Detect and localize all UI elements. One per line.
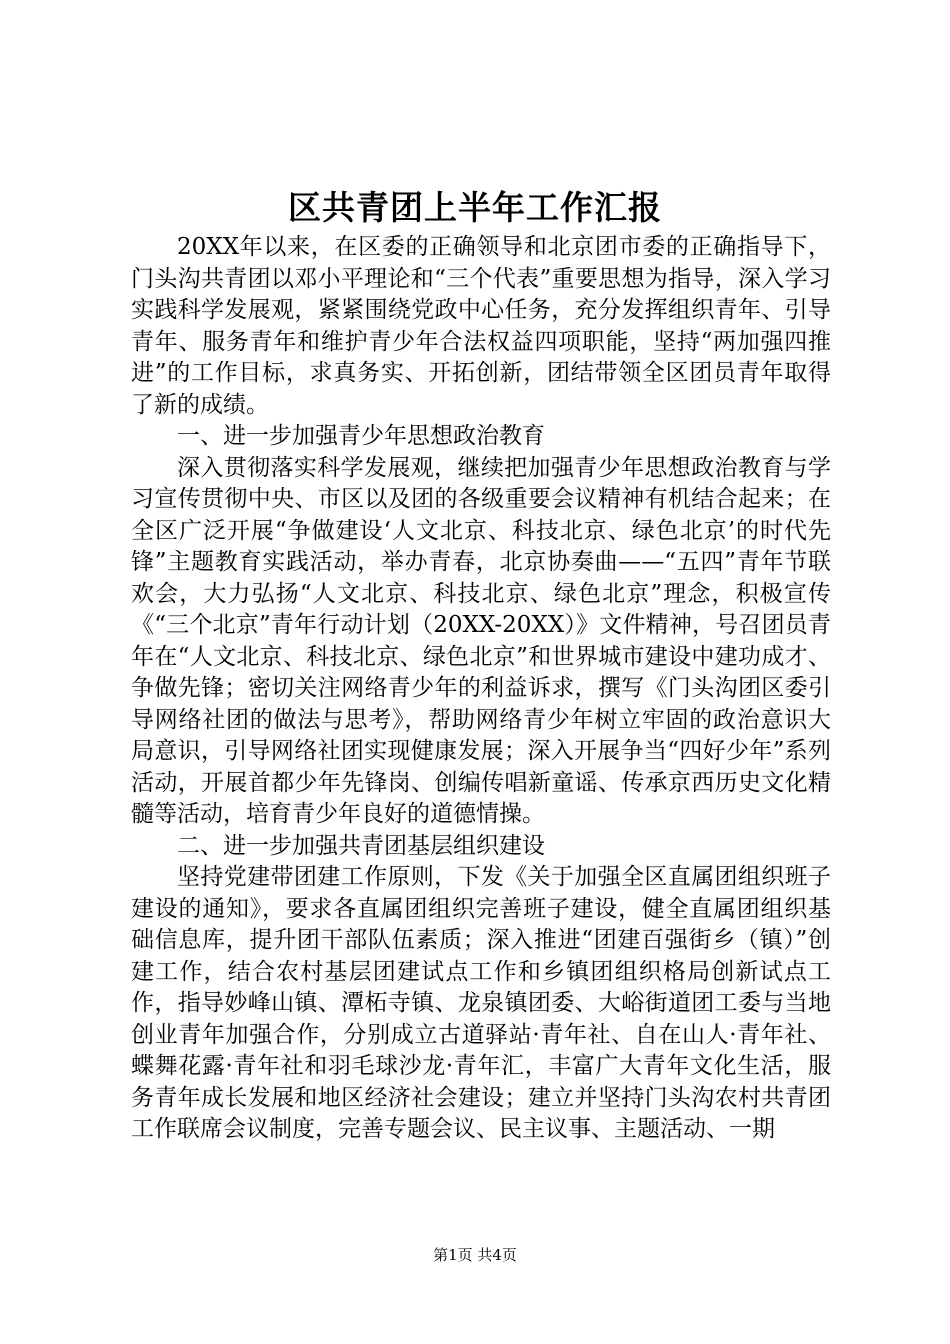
section-heading-1: 一、进一步加强青少年思想政治教育 [177, 423, 545, 449]
document-title: 区共青团上半年工作汇报 [288, 188, 662, 227]
paragraph-intro: 20XX年以来，在区委的正确领导和北京团市委的正确指导下，门头沟共青团以邓小平理论和“三个代表”重要思想为指导，深入学习实践科学发展观，紧紧围绕党政中心任务，充分发挥组织青年、引导青年、服务青年和维护青少年合法权益四项职能，坚持“两加强四推进”的工作目标，求真务实、开拓创新，团结带领全区团员青年取得了新的成绩。 [131, 234, 831, 418]
paragraph-section-1: 深入贯彻落实科学发展观，继续把加强青少年思想政治教育与学习宣传贯彻中央、市区以及团的各级重要会议精神有机结合起来；在全区广泛开展“争做建设‘人文北京、科技北京、绿色北京’的时代先锋”主题教育实践活动，举办青春，北京协奏曲——“五四”青年节联欢会，大力弘扬“人文北京、科技北京、绿色北京”理念，积极宣传《“三个北京”青年行动计划（20XX-20XX）》文件精神，号召团员青年在“人文北京、科技北京、绿色北京”和世界城市建设中建功成才、争做先锋；密切关注网络青少年的利益诉求，撰写《门头沟团区委引导网络社团的做法与思考》，帮助网络青少年树立牢固的政治意识大局意识，引导网络社团实现健康发展；深入开展争当“四好少年”系列活动，开展首都少年先锋岗、创编传唱新童谣、传承京西历史文化精髓等活动，培育青少年良好的道德情操。 [131, 454, 831, 827]
section-heading-2: 二、进一步加强共青团基层组织建设 [177, 832, 545, 859]
document-body [131, 232, 831, 1146]
paragraph-section-2: 坚持党建带团建工作原则，下发《关于加强全区直属团组织班子建设的通知》，要求各直属团组织完善班子建设，健全直属团组织基础信息库，提升团干部队伍素质；深入推进“团建百强街乡（镇）”创建工作，结合农村基层团建试点工作和乡镇团组织格局创新试点工作，指导妙峰山镇、潭柘寺镇、龙泉镇团委、大峪街道团工委与当地创业青年加强合作，分别成立古道驿站·青年社、自在山人·青年社、蝶舞花露·青年社和羽毛球沙龙·青年汇，丰富广大青年文化生活，服务青年成长发展和地区经济社会建设；建立并坚持门头沟农村共青团工作联席会议制度，完善专题会议、民主议事、主题活动、一期 [131, 864, 831, 1142]
page-footer: 第1页 共4页 [433, 1246, 517, 1264]
